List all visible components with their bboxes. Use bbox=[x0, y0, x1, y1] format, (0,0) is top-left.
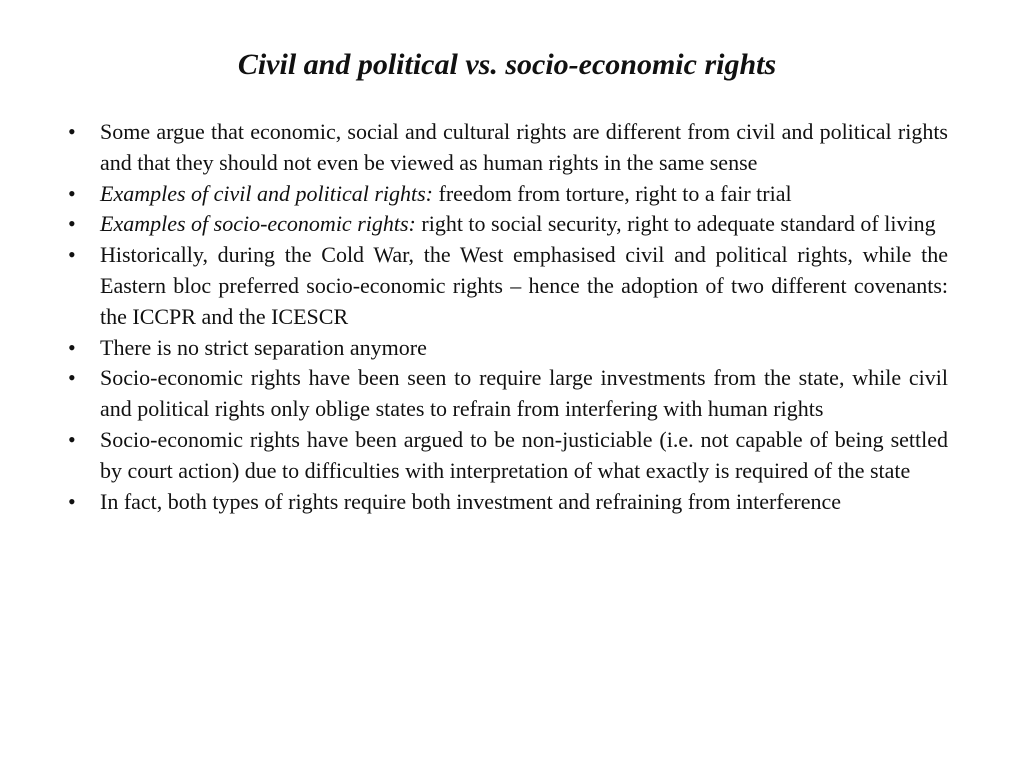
bullet-text: There is no strict separation anymore bbox=[100, 334, 427, 360]
bullet-marker: • bbox=[68, 334, 76, 360]
bullet-item bbox=[68, 209, 948, 240]
bullet-lead: Examples of civil and political rights: bbox=[100, 180, 434, 206]
bullet-marker: • bbox=[68, 488, 76, 514]
slide-title: Civil and political vs. socio-economic rights bbox=[237, 48, 777, 81]
bullet-item bbox=[68, 363, 948, 425]
bullet-list bbox=[68, 117, 948, 517]
bullet-text: Socio-economic rights have been seen to require large investments from the state, while civil and political rights only oblige states to refrain from interfering with human rights bbox=[100, 365, 948, 422]
bullet-marker: • bbox=[68, 119, 76, 144]
bullet-marker: • bbox=[68, 242, 76, 268]
bullet-item bbox=[68, 179, 948, 210]
bullet-text: Socio-economic rights have been argued to be non-justiciable (i.e. not capable of being settled by court action) due to difficulties with interpretation of what exactly is required of the state bbox=[100, 426, 948, 483]
bullet-lead: Examples of socio-economic rights: bbox=[100, 211, 416, 237]
bullet-item bbox=[68, 425, 948, 487]
bullet-marker: • bbox=[68, 180, 76, 206]
bullet-text: Some argue that economic, social and cultural rights are different from civil and political rights and that they should not even be viewed as human rights in the same sense bbox=[100, 119, 948, 175]
bullet-marker: • bbox=[68, 211, 76, 237]
bullet-item bbox=[68, 117, 948, 179]
bullet-marker: • bbox=[68, 365, 76, 391]
bullet-marker: • bbox=[68, 426, 76, 452]
bullet-text: Historically, during the Cold War, the West emphasised civil and political rights, while the Eastern bloc preferred socio-economic rights – hence the adoption of two different covenants: the ICCPR and the ICESCR bbox=[100, 242, 948, 329]
bullet-text: In fact, both types of rights require both investment and refraining from interference bbox=[100, 488, 842, 514]
bullet-item bbox=[68, 333, 948, 364]
bullet-item bbox=[68, 240, 948, 332]
bullet-item bbox=[68, 487, 948, 518]
bullet-text: freedom from torture, right to a fair trial bbox=[433, 180, 792, 206]
bullet-text: right to social security, right to adequate standard of living bbox=[415, 211, 936, 237]
